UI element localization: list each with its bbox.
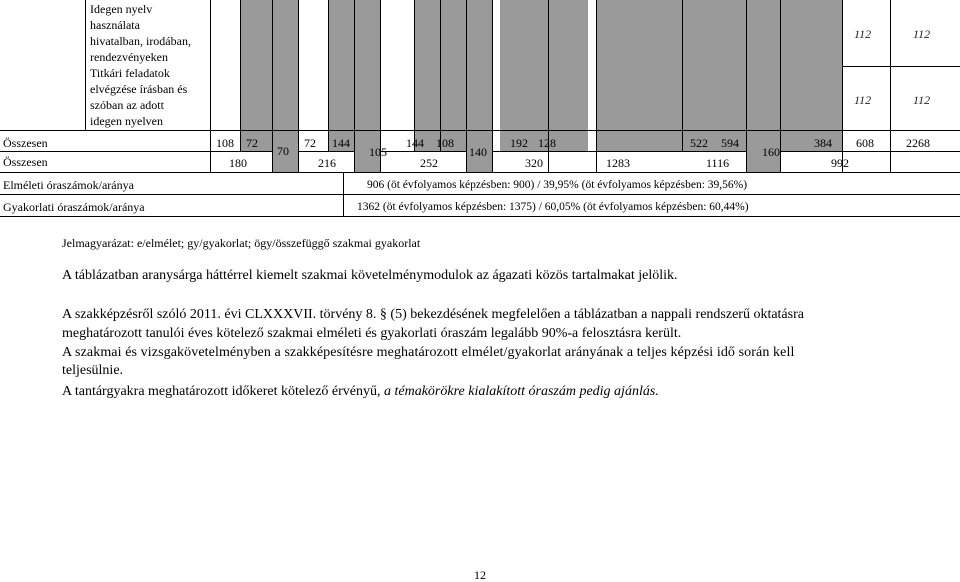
total-value: 140 <box>469 145 487 159</box>
paragraph-law-line1: A szakképzésről szóló 2011. évi CLXXXVII. törvény 8. § (5) bekezdésének megfelelően a táblázatban a nappali rendszerű oktatásra <box>62 307 804 322</box>
row-divider <box>298 151 354 152</box>
total-row-label: Összesen <box>3 155 48 169</box>
paragraph-law-line2: meghatározott tanulói éves kötelező szakmai elméleti és gyakorlati óraszám legalább 90%-a felosztásra került. <box>62 326 682 341</box>
label-line: használata <box>90 18 140 32</box>
page-number: 12 <box>474 568 486 582</box>
shaded-cell <box>440 0 466 151</box>
hours-value: 112 <box>913 93 931 107</box>
paragraph-ratio-line2: teljesülnie. <box>62 363 124 378</box>
hours-value: 112 <box>854 27 872 41</box>
col-divider <box>210 0 211 172</box>
row-divider <box>0 151 272 152</box>
shaded-cell <box>414 0 440 151</box>
label-line: elvégzése írásban és <box>90 82 188 96</box>
col-divider <box>596 0 597 172</box>
col-divider <box>272 0 273 172</box>
paragraph-ratio-line1: A szakmai és vizsgakövetelményben a szakképesítésre meghatározott elmélet/gyakorlat arányának a teljes képzési idő során kell <box>62 345 795 360</box>
col-divider <box>343 172 344 216</box>
timeframe-italic-text: a témakörökre kialakított óraszám pedig ajánlás. <box>384 384 659 399</box>
hours-value: 112 <box>913 27 931 41</box>
module-label <box>90 1 191 129</box>
col-divider <box>890 0 891 172</box>
row-divider <box>0 172 960 173</box>
row-divider <box>380 151 466 152</box>
col-divider <box>682 0 683 151</box>
total-value: 105 <box>369 145 387 159</box>
hours-value: 112 <box>854 93 872 107</box>
theory-ratio-value: 906 (öt évfolyamos képzésben: 900) / 39,95% (öt évfolyamos képzésben: 39,56%) <box>367 179 748 191</box>
col-divider <box>492 0 493 172</box>
shaded-cell <box>682 0 706 151</box>
row-divider <box>780 151 960 152</box>
total-value: 2268 <box>906 136 930 150</box>
total-value: 252 <box>420 156 438 170</box>
shaded-cell <box>500 0 524 151</box>
total-value: 72 <box>246 136 258 150</box>
label-line: rendezvényeken <box>90 50 168 64</box>
col-divider <box>298 0 299 172</box>
total-value: 192 <box>510 136 528 150</box>
row-divider <box>492 151 746 152</box>
total-value: 108 <box>216 136 234 150</box>
col-divider <box>85 0 86 130</box>
total-value: 992 <box>831 156 849 170</box>
shaded-cell <box>328 0 354 151</box>
total-value: 180 <box>229 156 247 170</box>
shaded-cell <box>650 0 682 151</box>
total-value: 144 <box>406 136 424 150</box>
row-divider <box>0 194 960 195</box>
paragraph-highlight-note: A táblázatban aranysárga háttérrel kiemelt szakmai követelménymodulok az ágazati közös tartalmakat jelölik. <box>62 268 678 283</box>
total-value: 1116 <box>706 156 730 170</box>
total-value: 384 <box>814 136 832 150</box>
label-line: szóban az adott <box>90 98 164 112</box>
total-value: 608 <box>856 136 874 150</box>
total-row-label: Összesen <box>3 136 48 150</box>
total-value: 522 <box>690 136 708 150</box>
col-divider <box>354 0 355 172</box>
total-value: 594 <box>721 136 739 150</box>
col-divider <box>466 0 467 172</box>
paragraph-timeframe <box>62 383 659 401</box>
theory-ratio-label: Elméleti óraszámok/aránya <box>3 178 134 192</box>
row-divider <box>0 130 960 131</box>
col-divider <box>780 0 781 172</box>
label-line: Titkári feladatok <box>90 66 170 80</box>
shaded-cell <box>524 0 548 151</box>
shaded-cell <box>548 0 588 151</box>
label-line: hivatalban, irodában, <box>90 34 191 48</box>
shaded-cell <box>706 0 746 151</box>
shaded-cell <box>240 0 272 151</box>
total-value: 216 <box>318 156 336 170</box>
total-value: 72 <box>304 136 316 150</box>
col-divider <box>842 0 843 172</box>
legend-text: Jelmagyarázat: e/elmélet; gy/gyakorlat; ögy/összefüggő szakmai gyakorlat <box>62 236 421 250</box>
practice-ratio-label: Gyakorlati óraszámok/aránya <box>3 200 145 214</box>
shaded-cell <box>596 0 650 151</box>
label-line: Idegen nyelv <box>90 2 153 16</box>
total-value: 108 <box>436 136 454 150</box>
row-divider <box>0 216 960 217</box>
col-divider <box>440 0 441 151</box>
total-value: 1283 <box>606 156 630 170</box>
practice-ratio-value: 1362 (öt évfolyamos képzésben: 1375) / 60,05% (öt évfolyamos képzésben: 60,44%) <box>357 201 749 213</box>
col-divider <box>746 0 747 172</box>
total-value: 128 <box>538 136 556 150</box>
row-divider <box>842 66 960 67</box>
label-line: idegen nyelven <box>90 114 163 128</box>
total-value: 70 <box>277 144 289 158</box>
col-divider <box>328 0 329 151</box>
total-value: 160 <box>762 145 780 159</box>
col-divider <box>414 0 415 151</box>
col-divider <box>240 0 241 151</box>
timeframe-normal-text: A tantárgyakra meghatározott időkeret kötelező érvényű, <box>62 384 384 399</box>
shaded-cell <box>780 0 842 151</box>
total-value: 320 <box>525 156 543 170</box>
total-value: 144 <box>332 136 350 150</box>
